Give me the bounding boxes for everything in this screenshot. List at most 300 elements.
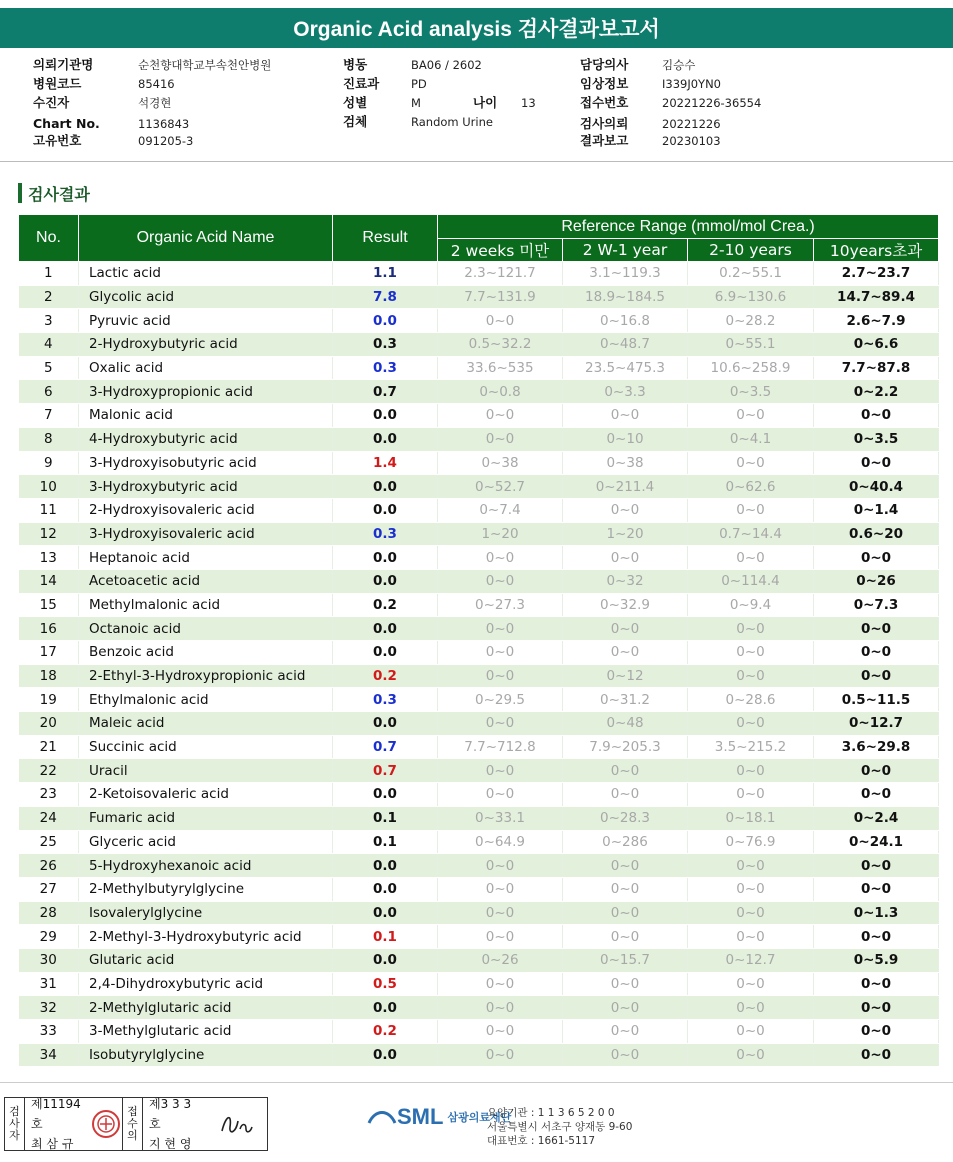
table-row bbox=[19, 1043, 939, 1067]
row-range-2: 0~0 bbox=[563, 759, 688, 783]
report-date-label: 결과보고 bbox=[580, 133, 629, 148]
signature-icon bbox=[205, 1098, 267, 1150]
row-range-2: 0~211.4 bbox=[563, 475, 688, 499]
row-range-4: 0~0 bbox=[814, 996, 939, 1020]
row-range-2: 0~32.9 bbox=[563, 593, 688, 617]
row-name: Succinic acid bbox=[79, 735, 333, 759]
phone: 대표번호 : 1661-5117 bbox=[487, 1135, 596, 1147]
row-range-2: 0~12 bbox=[563, 664, 688, 688]
row-result: 0.1 bbox=[333, 830, 438, 854]
row-range-4: 0~0 bbox=[814, 877, 939, 901]
row-range-3: 10.6~258.9 bbox=[688, 356, 814, 380]
row-no: 26 bbox=[19, 854, 79, 878]
row-range-3: 0.7~14.4 bbox=[688, 522, 814, 546]
row-range-2: 23.5~475.3 bbox=[563, 356, 688, 380]
receiver-label: 접 수 의 bbox=[123, 1098, 143, 1150]
row-result: 0.0 bbox=[333, 427, 438, 451]
row-range-2: 0~0 bbox=[563, 641, 688, 665]
row-range-3: 0~0 bbox=[688, 498, 814, 522]
patient-info-panel bbox=[0, 54, 953, 162]
row-no: 28 bbox=[19, 901, 79, 925]
row-result: 0.7 bbox=[333, 759, 438, 783]
section-heading bbox=[18, 182, 90, 204]
row-no: 7 bbox=[19, 404, 79, 428]
row-result: 0.0 bbox=[333, 1043, 438, 1067]
row-range-1: 1~20 bbox=[438, 522, 563, 546]
ward-label: 병동 bbox=[343, 57, 368, 72]
table-row bbox=[19, 996, 939, 1020]
table-row bbox=[19, 854, 939, 878]
table-row bbox=[19, 404, 939, 428]
row-name: 2,4-Dihydroxybutyric acid bbox=[79, 972, 333, 996]
row-no: 16 bbox=[19, 617, 79, 641]
row-range-1: 0~0 bbox=[438, 854, 563, 878]
row-no: 27 bbox=[19, 877, 79, 901]
row-result: 0.2 bbox=[333, 593, 438, 617]
row-range-4: 0~0 bbox=[814, 404, 939, 428]
row-range-4: 2.6~7.9 bbox=[814, 309, 939, 333]
table-row bbox=[19, 427, 939, 451]
row-no: 14 bbox=[19, 569, 79, 593]
clinical-info-label: 임상정보 bbox=[580, 76, 629, 91]
row-range-4: 0~40.4 bbox=[814, 475, 939, 499]
row-result: 0.0 bbox=[333, 641, 438, 665]
row-result: 0.5 bbox=[333, 972, 438, 996]
row-range-3: 0~0 bbox=[688, 783, 814, 807]
row-range-4: 0~0 bbox=[814, 641, 939, 665]
chart-no-label: Chart No. bbox=[33, 116, 100, 131]
table-row bbox=[19, 901, 939, 925]
row-no: 34 bbox=[19, 1043, 79, 1067]
row-range-2: 0~0 bbox=[563, 996, 688, 1020]
row-range-3: 0~0 bbox=[688, 925, 814, 949]
row-name: Ethylmalonic acid bbox=[79, 688, 333, 712]
logo-text: SML bbox=[397, 1104, 444, 1129]
row-result: 0.0 bbox=[333, 712, 438, 736]
row-range-3: 0~4.1 bbox=[688, 427, 814, 451]
table-row bbox=[19, 262, 939, 286]
organization-info bbox=[487, 1106, 632, 1148]
row-no: 4 bbox=[19, 333, 79, 357]
row-range-4: 0.6~20 bbox=[814, 522, 939, 546]
row-no: 30 bbox=[19, 948, 79, 972]
row-no: 5 bbox=[19, 356, 79, 380]
hospital-code-label: 병원코드 bbox=[33, 76, 82, 91]
row-range-1: 0~38 bbox=[438, 451, 563, 475]
row-range-2: 0~286 bbox=[563, 830, 688, 854]
row-result: 0.0 bbox=[333, 475, 438, 499]
row-result: 0.0 bbox=[333, 617, 438, 641]
row-no: 21 bbox=[19, 735, 79, 759]
row-no: 6 bbox=[19, 380, 79, 404]
header-range-3: 2-10 years bbox=[688, 239, 814, 262]
row-range-3: 0~0 bbox=[688, 854, 814, 878]
row-range-4: 0~0 bbox=[814, 617, 939, 641]
row-range-4: 0~6.6 bbox=[814, 333, 939, 357]
row-name: Fumaric acid bbox=[79, 806, 333, 830]
row-result: 0.1 bbox=[333, 806, 438, 830]
row-range-1: 0~0 bbox=[438, 783, 563, 807]
row-range-3: 3.5~215.2 bbox=[688, 735, 814, 759]
patient-label: 수진자 bbox=[33, 95, 70, 110]
row-result: 0.2 bbox=[333, 1020, 438, 1044]
results-table bbox=[18, 214, 939, 1067]
row-range-4: 0~26 bbox=[814, 569, 939, 593]
row-range-2: 0~15.7 bbox=[563, 948, 688, 972]
row-result: 0.3 bbox=[333, 688, 438, 712]
row-result: 0.0 bbox=[333, 901, 438, 925]
row-range-4: 3.6~29.8 bbox=[814, 735, 939, 759]
row-result: 0.0 bbox=[333, 546, 438, 570]
row-range-1: 0~0 bbox=[438, 925, 563, 949]
header-range-4: 10years초과 bbox=[814, 239, 939, 262]
row-range-1: 0~0 bbox=[438, 759, 563, 783]
row-no: 17 bbox=[19, 641, 79, 665]
row-range-1: 0~64.9 bbox=[438, 830, 563, 854]
row-no: 25 bbox=[19, 830, 79, 854]
row-no: 22 bbox=[19, 759, 79, 783]
row-range-4: 0~2.4 bbox=[814, 806, 939, 830]
age-value: 13 bbox=[521, 96, 536, 110]
table-row bbox=[19, 759, 939, 783]
row-result: 1.1 bbox=[333, 262, 438, 286]
row-result: 0.0 bbox=[333, 404, 438, 428]
header-name: Organic Acid Name bbox=[79, 215, 333, 262]
row-range-2: 0~0 bbox=[563, 877, 688, 901]
row-range-3: 0~0 bbox=[688, 901, 814, 925]
row-name: Acetoacetic acid bbox=[79, 569, 333, 593]
row-name: 3-Hydroxyisovaleric acid bbox=[79, 522, 333, 546]
table-row bbox=[19, 309, 939, 333]
row-range-2: 3.1~119.3 bbox=[563, 262, 688, 286]
row-name: Benzoic acid bbox=[79, 641, 333, 665]
row-name: Glyceric acid bbox=[79, 830, 333, 854]
row-result: 0.0 bbox=[333, 877, 438, 901]
row-name: Glutaric acid bbox=[79, 948, 333, 972]
row-no: 11 bbox=[19, 498, 79, 522]
table-row bbox=[19, 475, 939, 499]
row-range-1: 7.7~131.9 bbox=[438, 285, 563, 309]
row-range-4: 7.7~87.8 bbox=[814, 356, 939, 380]
table-row bbox=[19, 948, 939, 972]
row-range-4: 0~0 bbox=[814, 854, 939, 878]
row-range-1: 0~0 bbox=[438, 972, 563, 996]
row-range-1: 0~33.1 bbox=[438, 806, 563, 830]
table-row bbox=[19, 569, 939, 593]
row-range-4: 2.7~23.7 bbox=[814, 262, 939, 286]
row-name: Methylmalonic acid bbox=[79, 593, 333, 617]
row-no: 31 bbox=[19, 972, 79, 996]
doctor-value: 김승수 bbox=[662, 58, 696, 72]
row-result: 0.7 bbox=[333, 735, 438, 759]
row-range-2: 0~0 bbox=[563, 783, 688, 807]
row-range-2: 0~0 bbox=[563, 546, 688, 570]
row-range-3: 0~9.4 bbox=[688, 593, 814, 617]
row-range-4: 0~7.3 bbox=[814, 593, 939, 617]
row-range-2: 0~0 bbox=[563, 498, 688, 522]
row-range-4: 0~0 bbox=[814, 451, 939, 475]
row-result: 0.0 bbox=[333, 854, 438, 878]
ward-value: BA06 / 2602 bbox=[411, 58, 482, 72]
row-range-2: 18.9~184.5 bbox=[563, 285, 688, 309]
row-range-4: 0~0 bbox=[814, 972, 939, 996]
table-row bbox=[19, 333, 939, 357]
row-range-1: 0~0 bbox=[438, 427, 563, 451]
logo-arc-icon bbox=[367, 1107, 397, 1127]
table-row bbox=[19, 546, 939, 570]
row-no: 2 bbox=[19, 285, 79, 309]
row-range-2: 7.9~205.3 bbox=[563, 735, 688, 759]
specimen-value: Random Urine bbox=[411, 115, 493, 129]
table-row bbox=[19, 712, 939, 736]
row-result: 7.8 bbox=[333, 285, 438, 309]
row-range-3: 0~0 bbox=[688, 617, 814, 641]
row-name: 2-Methylglutaric acid bbox=[79, 996, 333, 1020]
foundation-name: 삼광의료재단 bbox=[447, 1111, 512, 1124]
row-name: 2-Methyl-3-Hydroxybutyric acid bbox=[79, 925, 333, 949]
address: 서울특별시 서초구 양재동 9-60 bbox=[487, 1121, 633, 1133]
row-range-1: 33.6~535 bbox=[438, 356, 563, 380]
row-range-3: 0~0 bbox=[688, 451, 814, 475]
table-row bbox=[19, 380, 939, 404]
row-range-2: 0~0 bbox=[563, 617, 688, 641]
table-row bbox=[19, 522, 939, 546]
row-name: 3-Methylglutaric acid bbox=[79, 1020, 333, 1044]
header-result: Result bbox=[333, 215, 438, 262]
table-row bbox=[19, 830, 939, 854]
row-range-2: 0~48.7 bbox=[563, 333, 688, 357]
row-range-2: 0~0 bbox=[563, 925, 688, 949]
row-name: 3-Hydroxybutyric acid bbox=[79, 475, 333, 499]
row-range-3: 0~12.7 bbox=[688, 948, 814, 972]
table-row bbox=[19, 972, 939, 996]
section-marker bbox=[18, 183, 22, 203]
row-range-2: 0~3.3 bbox=[563, 380, 688, 404]
row-range-2: 1~20 bbox=[563, 522, 688, 546]
row-range-3: 0~55.1 bbox=[688, 333, 814, 357]
row-name: 5-Hydroxyhexanoic acid bbox=[79, 854, 333, 878]
section-title: 검사결과 bbox=[28, 184, 90, 204]
row-range-4: 0~0 bbox=[814, 664, 939, 688]
row-name: 2-Hydroxyisovaleric acid bbox=[79, 498, 333, 522]
row-range-1: 0~0 bbox=[438, 546, 563, 570]
row-result: 0.3 bbox=[333, 522, 438, 546]
row-range-3: 0~0 bbox=[688, 1043, 814, 1067]
row-name: Oxalic acid bbox=[79, 356, 333, 380]
row-range-3: 0.2~55.1 bbox=[688, 262, 814, 286]
row-no: 19 bbox=[19, 688, 79, 712]
row-range-2: 0~0 bbox=[563, 404, 688, 428]
row-range-1: 0~0 bbox=[438, 309, 563, 333]
row-result: 0.7 bbox=[333, 380, 438, 404]
row-range-4: 0~0 bbox=[814, 925, 939, 949]
requesting-institution-label: 의뢰기관명 bbox=[33, 57, 94, 72]
row-range-2: 0~0 bbox=[563, 1043, 688, 1067]
header-range-2: 2 W-1 year bbox=[563, 239, 688, 262]
row-result: 0.0 bbox=[333, 948, 438, 972]
row-range-3: 0~0 bbox=[688, 972, 814, 996]
row-result: 0.0 bbox=[333, 783, 438, 807]
row-range-3: 0~0 bbox=[688, 759, 814, 783]
row-range-3: 0~114.4 bbox=[688, 569, 814, 593]
table-row bbox=[19, 451, 939, 475]
row-range-1: 0~0 bbox=[438, 901, 563, 925]
report-title: Organic Acid analysis 검사결과보고서 bbox=[0, 8, 953, 48]
table-row bbox=[19, 877, 939, 901]
tester-name: 최 삼 규 bbox=[31, 1137, 74, 1151]
row-range-3: 0~0 bbox=[688, 404, 814, 428]
requesting-institution-value: 순천향대학교부속천안병원 bbox=[138, 58, 272, 72]
row-range-1: 0.5~32.2 bbox=[438, 333, 563, 357]
chart-no-value: 1136843 bbox=[138, 117, 190, 131]
row-range-1: 0~0 bbox=[438, 996, 563, 1020]
sex-label: 성별 bbox=[343, 95, 368, 110]
request-date-label: 검사의뢰 bbox=[580, 116, 629, 131]
row-range-4: 0~3.5 bbox=[814, 427, 939, 451]
doctor-label: 담당의사 bbox=[580, 57, 629, 72]
table-row bbox=[19, 783, 939, 807]
row-name: 2-Methylbutyrylglycine bbox=[79, 877, 333, 901]
signature-box bbox=[4, 1097, 268, 1151]
receiver-license: 제3 3 3 호 bbox=[149, 1097, 192, 1131]
row-range-3: 0~18.1 bbox=[688, 806, 814, 830]
row-range-2: 0~0 bbox=[563, 972, 688, 996]
row-range-1: 0~29.5 bbox=[438, 688, 563, 712]
row-result: 0.0 bbox=[333, 309, 438, 333]
row-range-2: 0~0 bbox=[563, 901, 688, 925]
row-range-1: 0~7.4 bbox=[438, 498, 563, 522]
row-range-2: 0~48 bbox=[563, 712, 688, 736]
row-name: Malonic acid bbox=[79, 404, 333, 428]
receiver-name: 지 현 영 bbox=[149, 1137, 192, 1151]
row-range-3: 0~0 bbox=[688, 641, 814, 665]
row-range-4: 0~0 bbox=[814, 783, 939, 807]
row-result: 0.2 bbox=[333, 664, 438, 688]
row-range-3: 0~76.9 bbox=[688, 830, 814, 854]
row-range-3: 0~3.5 bbox=[688, 380, 814, 404]
department-value: PD bbox=[411, 77, 427, 91]
row-name: Octanoic acid bbox=[79, 617, 333, 641]
row-name: 2-Hydroxybutyric acid bbox=[79, 333, 333, 357]
row-no: 13 bbox=[19, 546, 79, 570]
age-label: 나이 bbox=[473, 95, 498, 110]
header-no: No. bbox=[19, 215, 79, 262]
row-range-4: 14.7~89.4 bbox=[814, 285, 939, 309]
table-row bbox=[19, 735, 939, 759]
row-range-3: 0~0 bbox=[688, 664, 814, 688]
row-range-2: 0~0 bbox=[563, 854, 688, 878]
row-range-3: 0~0 bbox=[688, 546, 814, 570]
row-no: 8 bbox=[19, 427, 79, 451]
row-result: 0.3 bbox=[333, 356, 438, 380]
hospital-code-value: 85416 bbox=[138, 77, 175, 91]
row-no: 20 bbox=[19, 712, 79, 736]
row-range-3: 0~28.6 bbox=[688, 688, 814, 712]
row-range-2: 0~16.8 bbox=[563, 309, 688, 333]
row-no: 23 bbox=[19, 783, 79, 807]
row-range-4: 0~0 bbox=[814, 1020, 939, 1044]
row-no: 24 bbox=[19, 806, 79, 830]
row-range-2: 0~32 bbox=[563, 569, 688, 593]
row-range-1: 0~0 bbox=[438, 712, 563, 736]
row-no: 12 bbox=[19, 522, 79, 546]
row-range-1: 0~0 bbox=[438, 1020, 563, 1044]
unique-no-value: 091205-3 bbox=[138, 134, 194, 148]
row-range-1: 0~26 bbox=[438, 948, 563, 972]
table-row bbox=[19, 1020, 939, 1044]
row-range-3: 0~0 bbox=[688, 1020, 814, 1044]
row-no: 29 bbox=[19, 925, 79, 949]
row-name: Glycolic acid bbox=[79, 285, 333, 309]
table-row bbox=[19, 356, 939, 380]
table-row bbox=[19, 641, 939, 665]
row-range-1: 7.7~712.8 bbox=[438, 735, 563, 759]
row-no: 32 bbox=[19, 996, 79, 1020]
results-body bbox=[19, 262, 939, 1067]
row-no: 3 bbox=[19, 309, 79, 333]
row-name: Isobutyrylglycine bbox=[79, 1043, 333, 1067]
row-range-3: 6.9~130.6 bbox=[688, 285, 814, 309]
department-label: 진료과 bbox=[343, 76, 380, 91]
unique-no-label: 고유번호 bbox=[33, 133, 82, 148]
row-name: 2-Ethyl-3-Hydroxypropionic acid bbox=[79, 664, 333, 688]
table-row bbox=[19, 498, 939, 522]
table-row bbox=[19, 806, 939, 830]
header-range-1: 2 weeks 미만 bbox=[438, 239, 563, 262]
row-result: 0.1 bbox=[333, 925, 438, 949]
request-date-value: 20221226 bbox=[662, 117, 721, 131]
tester-label: 검 사 자 bbox=[5, 1098, 25, 1150]
row-range-1: 2.3~121.7 bbox=[438, 262, 563, 286]
row-range-4: 0~5.9 bbox=[814, 948, 939, 972]
report-date-value: 20230103 bbox=[662, 134, 721, 148]
row-result: 1.4 bbox=[333, 451, 438, 475]
row-range-4: 0~24.1 bbox=[814, 830, 939, 854]
row-name: Maleic acid bbox=[79, 712, 333, 736]
table-row bbox=[19, 688, 939, 712]
row-range-4: 0~1.3 bbox=[814, 901, 939, 925]
row-range-2: 0~10 bbox=[563, 427, 688, 451]
row-range-2: 0~31.2 bbox=[563, 688, 688, 712]
specimen-label: 검체 bbox=[343, 114, 368, 129]
row-range-4: 0~0 bbox=[814, 759, 939, 783]
row-name: 3-Hydroxyisobutyric acid bbox=[79, 451, 333, 475]
row-range-3: 0~62.6 bbox=[688, 475, 814, 499]
row-name: Pyruvic acid bbox=[79, 309, 333, 333]
row-name: Heptanoic acid bbox=[79, 546, 333, 570]
row-range-1: 0~0 bbox=[438, 569, 563, 593]
row-name: Uracil bbox=[79, 759, 333, 783]
table-row bbox=[19, 664, 939, 688]
row-no: 9 bbox=[19, 451, 79, 475]
row-range-3: 0~28.2 bbox=[688, 309, 814, 333]
header-reference: Reference Range (mmol/mol Crea.) bbox=[438, 215, 939, 239]
row-name: 4-Hydroxybutyric acid bbox=[79, 427, 333, 451]
row-range-1: 0~0.8 bbox=[438, 380, 563, 404]
row-range-1: 0~52.7 bbox=[438, 475, 563, 499]
row-no: 33 bbox=[19, 1020, 79, 1044]
seal-stamp-icon bbox=[89, 1098, 123, 1150]
row-range-1: 0~0 bbox=[438, 1043, 563, 1067]
row-range-3: 0~0 bbox=[688, 996, 814, 1020]
row-range-1: 0~0 bbox=[438, 641, 563, 665]
row-range-3: 0~0 bbox=[688, 712, 814, 736]
row-name: 3-Hydroxypropionic acid bbox=[79, 380, 333, 404]
row-range-4: 0~1.4 bbox=[814, 498, 939, 522]
clinical-info-value: I339J0YN0 bbox=[662, 77, 721, 91]
row-range-1: 0~0 bbox=[438, 664, 563, 688]
receipt-no-label: 접수번호 bbox=[580, 95, 629, 110]
